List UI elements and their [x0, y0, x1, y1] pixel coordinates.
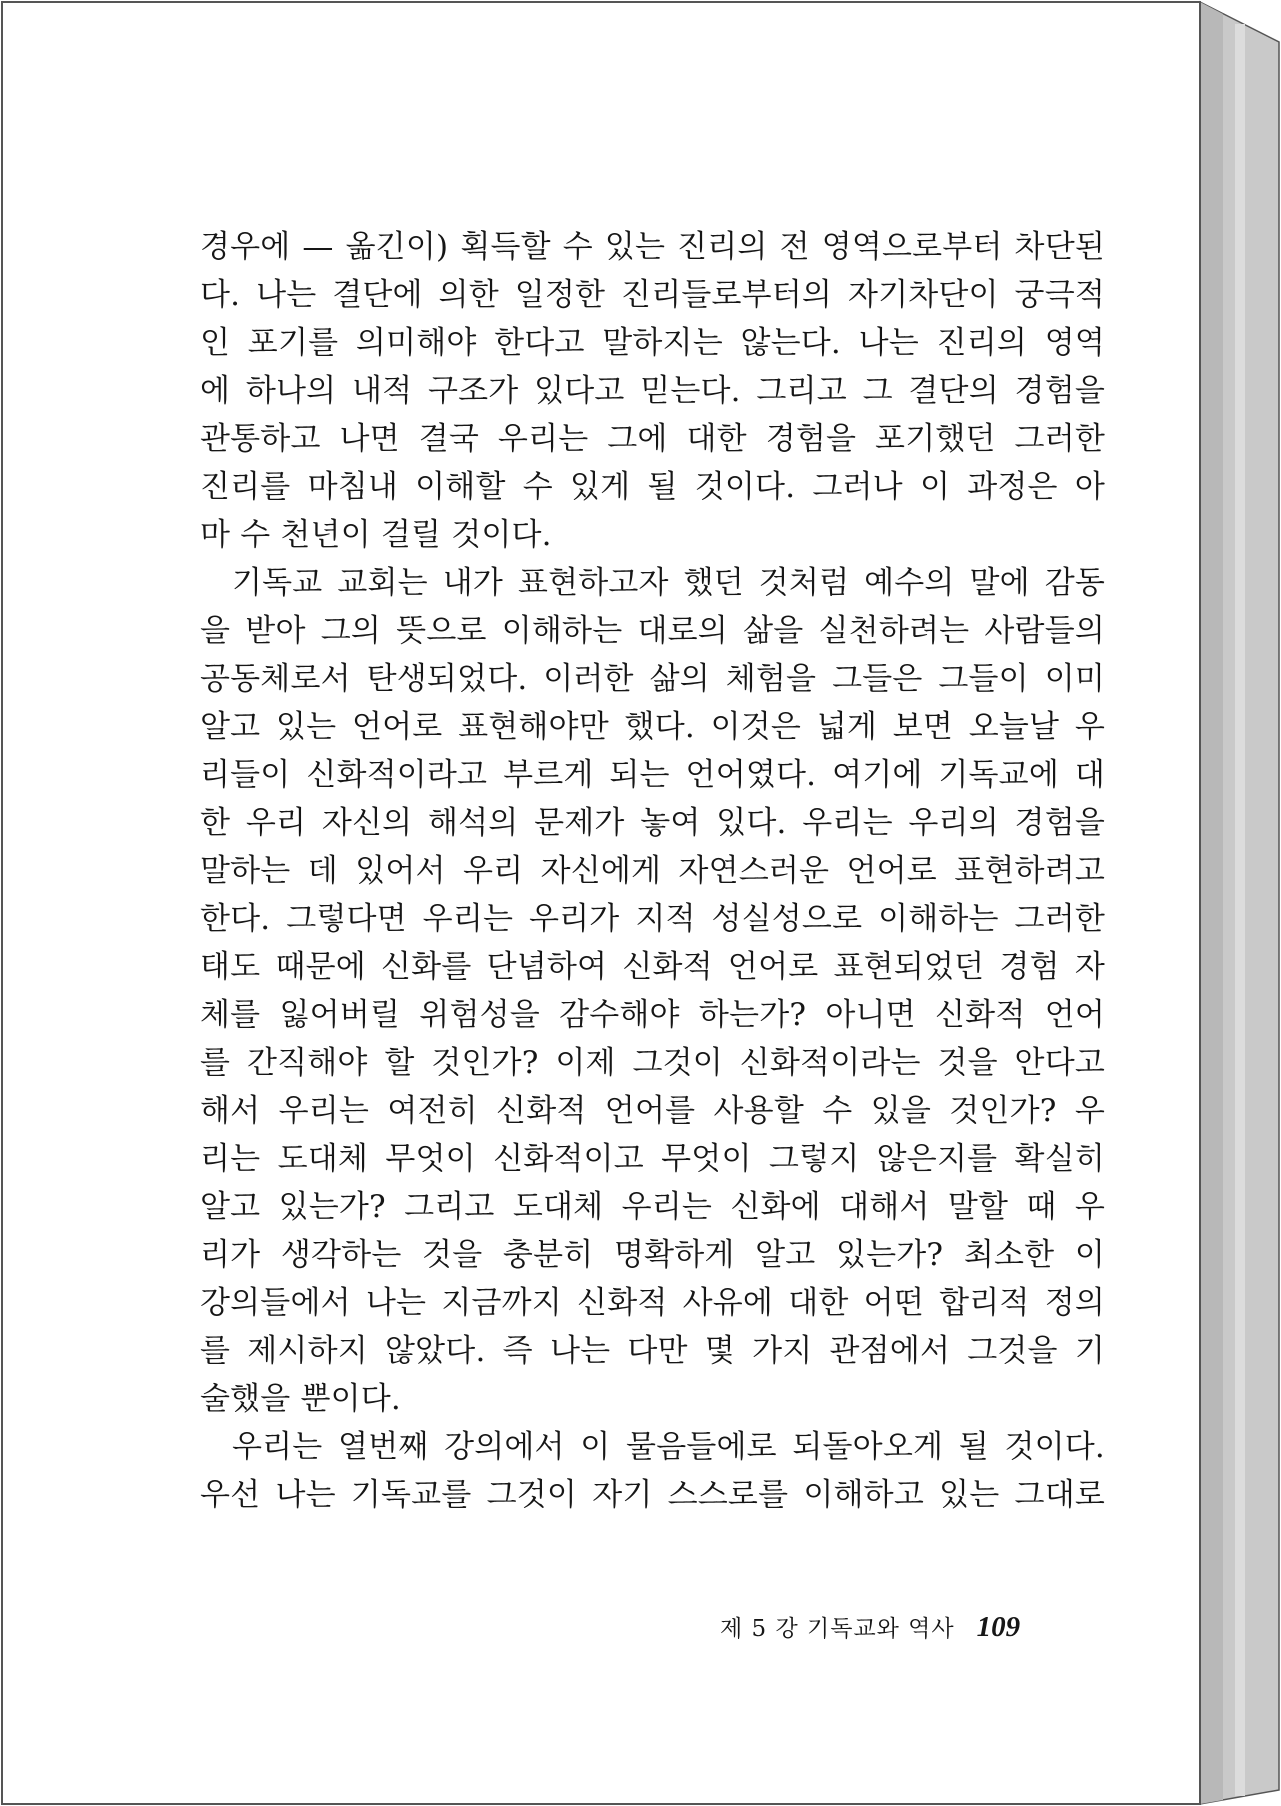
- text-line: 한 우리 자신의 해석의 문제가 놓여 있다. 우리는 우리의 경험을: [200, 805, 1105, 841]
- text-line: 강의들에서 나는 지금까지 신화적 사유에 대한 어떤 합리적 정의: [200, 1285, 1105, 1321]
- text-line: 리들이 신화적이라고 부르게 되는 언어였다. 여기에 기독교에 대: [200, 757, 1105, 793]
- page-number: 109: [976, 1611, 1021, 1643]
- body-text: [200, 223, 1105, 1519]
- text-line: 진리를 마침내 이해할 수 있게 될 것이다. 그러나 이 과정은 아: [200, 469, 1105, 505]
- text-line: 술했을 뿐이다.: [200, 1381, 401, 1417]
- text-line: 공동체로서 탄생되었다. 이러한 삶의 체험을 그들은 그들이 이미: [200, 661, 1105, 697]
- text-line: 인 포기를 의미해야 한다고 말하지는 않는다. 나는 진리의 영역: [200, 325, 1105, 361]
- book-spine-shade: [1200, 2, 1223, 1804]
- text-line: 우선 나는 기독교를 그것이 자기 스스로를 이해하고 있는 그대로: [200, 1477, 1105, 1513]
- text-line: 다. 나는 결단에 의한 일정한 진리들로부터의 자기차단이 궁극적: [200, 277, 1105, 313]
- text-line: 경우에 — 옮긴이) 획득할 수 있는 진리의 전 영역으로부터 차단된: [200, 229, 1105, 265]
- text-line: 에 하나의 내적 구조가 있다고 믿는다. 그리고 그 결단의 경험을: [200, 373, 1105, 409]
- text-line: 마 수 천년이 걸릴 것이다.: [200, 517, 552, 553]
- text-line: 말하는 데 있어서 우리 자신에게 자연스러운 언어로 표현하려고: [200, 853, 1105, 889]
- text-line: 해서 우리는 여전히 신화적 언어를 사용할 수 있을 것인가? 우: [200, 1093, 1105, 1129]
- text-line: 알고 있는가? 그리고 도대체 우리는 신화에 대해서 말할 때 우: [200, 1189, 1105, 1225]
- text-line: 관통하고 나면 결국 우리는 그에 대한 경험을 포기했던 그러한: [200, 421, 1105, 457]
- text-line: 리가 생각하는 것을 충분히 명확하게 알고 있는가? 최소한 이: [200, 1237, 1105, 1273]
- text-line: 를 간직해야 할 것인가? 이제 그것이 신화적이라는 것을 안다고: [200, 1045, 1105, 1081]
- running-footer: [720, 1610, 1090, 1654]
- text-line: 리는 도대체 무엇이 신화적이고 무엇이 그렇지 않은지를 확실히: [200, 1141, 1105, 1177]
- text-line: 알고 있는 언어로 표현해야만 했다. 이것은 넓게 보면 오늘날 우: [200, 709, 1105, 745]
- text-line: 태도 때문에 신화를 단념하여 신화적 언어로 표현되었던 경험 자: [200, 949, 1105, 985]
- text-line: 을 받아 그의 뜻으로 이해하는 대로의 삶을 실천하려는 사람들의: [200, 613, 1105, 649]
- text-line: 기독교 교회는 내가 표현하고자 했던 것처럼 예수의 말에 감동: [232, 565, 1105, 601]
- text-line: 한다. 그렇다면 우리는 우리가 지적 성실성으로 이해하는 그러한: [200, 901, 1105, 937]
- running-head: 제 5 강 기독교와 역사: [720, 1616, 955, 1642]
- text-line: 체를 잃어버릴 위험성을 감수해야 하는가? 아니면 신화적 언어: [200, 997, 1105, 1033]
- text-line: 우리는 열번째 강의에서 이 물음들에로 되돌아오게 될 것이다.: [232, 1429, 1105, 1465]
- text-line: 를 제시하지 않았다. 즉 나는 다만 몇 가지 관점에서 그것을 기: [200, 1333, 1105, 1369]
